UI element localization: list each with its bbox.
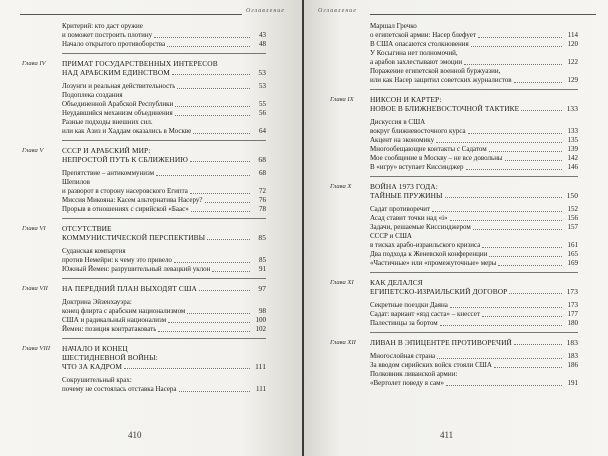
toc-entry-text: вокруг ближневосточного курса bbox=[370, 127, 466, 135]
toc-entry bbox=[62, 82, 266, 91]
dot-leader bbox=[175, 100, 250, 107]
chapter-title-line-text: НАД АРАБСКИМ ЕДИНСТВОМ bbox=[62, 68, 170, 77]
dot-leader bbox=[436, 136, 562, 143]
toc-entry-page-number: 191 bbox=[567, 379, 578, 387]
chapter-divider bbox=[62, 53, 266, 54]
chapter-title-line-text: ПРИМАТ ГОСУДАРСТВЕННЫХ ИНТЕРЕСОВ bbox=[62, 59, 218, 68]
toc-entry-text: Садат противоречит bbox=[370, 205, 431, 213]
toc-entry-text: Многообещающие контакты с Садатом bbox=[370, 145, 487, 153]
dot-leader bbox=[199, 284, 250, 291]
chapter-title-line-text: НИКСОН И КАРТЕР: bbox=[370, 95, 442, 104]
chapter-title-line bbox=[62, 233, 266, 242]
toc-entry-text: Асад ставит точки над «i» bbox=[370, 214, 448, 222]
toc-entry bbox=[62, 196, 266, 205]
chapter-title-line-text: НАЧАЛО И КОНЕЦ bbox=[62, 344, 128, 353]
toc-entry-page-number: 72 bbox=[259, 187, 266, 195]
toc-entry-page-number: 100 bbox=[255, 316, 266, 324]
toc-entry bbox=[370, 241, 578, 250]
chapter-block bbox=[22, 224, 266, 274]
toc-entry-text: в тисках арабо-израильского кризиса bbox=[370, 241, 481, 249]
chapter-label: Глава XII bbox=[330, 339, 356, 346]
toc-entry-page-number: 43 bbox=[259, 31, 266, 39]
toc-entry-page-number: 133 bbox=[567, 127, 578, 135]
toc-entry bbox=[62, 127, 266, 136]
chapter-title bbox=[62, 59, 266, 77]
chapter-title-line bbox=[62, 362, 266, 371]
dot-leader bbox=[437, 352, 562, 359]
chapter-title bbox=[62, 146, 266, 164]
dot-leader bbox=[494, 361, 562, 368]
dot-leader bbox=[514, 76, 562, 83]
toc-entry bbox=[62, 40, 266, 49]
toc-entry bbox=[62, 22, 266, 31]
toc-entry-page-number: 78 bbox=[259, 205, 266, 213]
toc-entry-page-number: 135 bbox=[567, 136, 578, 144]
toc-entry-text: «Частичные» или «промежуточные» меры bbox=[370, 259, 497, 267]
chapter-title-line-page-number: 173 bbox=[566, 287, 578, 296]
dot-leader bbox=[177, 82, 250, 89]
toc-entry bbox=[62, 247, 266, 256]
toc-entry-text: США и радикальный национализм bbox=[62, 316, 167, 324]
toc-entry-page-number: 98 bbox=[259, 307, 266, 315]
dot-leader bbox=[190, 187, 250, 194]
toc-entry bbox=[370, 259, 578, 268]
toc-entry bbox=[62, 118, 266, 127]
chapter-title-line bbox=[62, 224, 266, 233]
toc-entry bbox=[370, 301, 578, 310]
dot-leader bbox=[440, 319, 562, 326]
chapter-block bbox=[22, 344, 266, 394]
toc-entry bbox=[370, 250, 578, 259]
chapter-title-line-text: ШЕСТИДНЕВНОЙ ВОЙНЫ: bbox=[62, 353, 158, 362]
chapter-title-line-page-number: 183 bbox=[566, 338, 578, 347]
dot-leader bbox=[168, 316, 250, 323]
toc-entry-text: и разворот в сторону насеровского Египта bbox=[62, 187, 188, 195]
toc-entry-text: или как Азиз и Хаддам оказались в Москве bbox=[62, 127, 192, 135]
toc-entry-text: Два подхода к Женевской конференции bbox=[370, 250, 488, 258]
running-head-rule bbox=[370, 14, 596, 15]
toc-entry-text: а арабов захлестывают эмоции bbox=[370, 58, 463, 66]
chapter-title-line-page-number: 133 bbox=[566, 104, 578, 113]
toc-entry-page-number: 180 bbox=[567, 319, 578, 327]
toc-entry-text: Палестинцы за бортом bbox=[370, 319, 438, 327]
dot-leader bbox=[450, 214, 562, 221]
dot-leader bbox=[212, 265, 250, 272]
chapter-title bbox=[370, 338, 578, 347]
toc-entry-text: Йемен: позиция контратаковать bbox=[62, 325, 157, 333]
chapter-divider bbox=[62, 278, 266, 279]
chapter-divider bbox=[62, 140, 266, 141]
toc-entry bbox=[62, 205, 266, 214]
right-page bbox=[304, 0, 608, 456]
chapter-title-line-page-number: 53 bbox=[258, 68, 266, 77]
chapter-title-line-text: КОММУНИСТИЧЕСКОЙ ПЕРСПЕКТИВЫ bbox=[62, 233, 206, 242]
toc-entry bbox=[370, 31, 578, 40]
toc-entry-page-number: 152 bbox=[567, 205, 578, 213]
chapter-title-line-text: СССР И АРАБСКИЙ МИР: bbox=[62, 146, 151, 155]
chapter-title-line bbox=[62, 155, 266, 164]
dot-leader bbox=[154, 31, 250, 38]
toc-entry bbox=[370, 154, 578, 163]
toc-entry bbox=[370, 205, 578, 214]
toc-entry-text: Маршал Гречко bbox=[370, 22, 417, 30]
chapter-title-line-page-number: 85 bbox=[258, 233, 266, 242]
dot-leader bbox=[471, 40, 562, 47]
toc-entry-text: Доктрина Эйзенхауэра: bbox=[62, 298, 132, 306]
dot-leader bbox=[482, 241, 562, 248]
toc-entry bbox=[370, 223, 578, 232]
chapter-title bbox=[62, 284, 266, 293]
toc-entry-text: Южный Йемен: разрушительный левацкий уклон bbox=[62, 265, 211, 273]
toc-entry-page-number: 161 bbox=[567, 241, 578, 249]
dot-leader bbox=[464, 58, 562, 65]
toc-entry-text: Миссия Микояна: Касем альтернатива Насеру? bbox=[62, 196, 203, 204]
toc-entry-text: Лозунги и реальная действительность bbox=[62, 82, 176, 90]
chapter-title-line bbox=[370, 95, 578, 104]
toc-entry bbox=[62, 256, 266, 265]
chapter-block bbox=[330, 95, 578, 172]
dot-leader bbox=[514, 338, 562, 345]
chapter-title-line bbox=[370, 278, 578, 287]
chapter-title-line-text: ЛИВАН В ЭПИЦЕНТРЕ ПРОТИВОРЕЧИЙ bbox=[370, 338, 512, 347]
toc-entry-page-number: 157 bbox=[567, 223, 578, 231]
toc-entry-page-number: 186 bbox=[567, 361, 578, 369]
chapter-block bbox=[330, 278, 578, 328]
toc-entry-text: Начало открытого противоборства bbox=[62, 40, 166, 48]
toc-entry bbox=[62, 178, 266, 187]
chapter-title bbox=[370, 95, 578, 113]
dot-leader bbox=[466, 163, 562, 170]
chapter-title-line bbox=[62, 59, 266, 68]
toc-entry-text: или как Насер защитил советских журналистов bbox=[370, 76, 512, 84]
chapter-title bbox=[370, 278, 578, 296]
chapter-title-line bbox=[62, 146, 266, 155]
chapter-label: Глава VIII bbox=[22, 345, 51, 352]
chapter-label: Глава VI bbox=[22, 225, 46, 232]
toc-entry-text: Задачи, решаемые Киссинджером bbox=[370, 223, 471, 231]
chapter-title-line-page-number: 150 bbox=[566, 191, 578, 200]
toc-entry bbox=[370, 127, 578, 136]
toc-entry-page-number: 142 bbox=[567, 154, 578, 162]
toc-entry-page-number: 165 bbox=[567, 250, 578, 258]
toc-entry bbox=[62, 385, 266, 394]
dot-leader bbox=[445, 191, 562, 198]
running-head: Оглавление bbox=[246, 8, 285, 14]
chapter-title-line-text: ЧТО ЗА КАДРОМ bbox=[62, 362, 123, 371]
toc-entry-text: Подоплека создания bbox=[62, 91, 123, 99]
toc-entry bbox=[370, 22, 578, 31]
toc-entry-page-number: 53 bbox=[259, 82, 266, 90]
toc-entry-text: Неудавшийся механизм объединения bbox=[62, 109, 173, 117]
page-number-right: 411 bbox=[440, 430, 454, 440]
toc-entry-page-number: 64 bbox=[259, 127, 266, 135]
dot-leader bbox=[193, 127, 250, 134]
left-page bbox=[0, 0, 302, 456]
dot-leader bbox=[156, 169, 250, 176]
toc-entry bbox=[370, 145, 578, 154]
toc-entry bbox=[370, 379, 578, 388]
chapter-divider bbox=[370, 176, 578, 177]
toc-entry-page-number: 120 bbox=[567, 40, 578, 48]
toc-entry bbox=[370, 58, 578, 67]
toc-entry-page-number: 169 bbox=[567, 259, 578, 267]
dot-leader bbox=[473, 223, 562, 230]
toc-entry bbox=[370, 214, 578, 223]
toc-entry bbox=[62, 100, 266, 109]
toc-entry-page-number: 85 bbox=[259, 256, 266, 264]
chapter-block bbox=[22, 284, 266, 334]
dot-leader bbox=[172, 68, 250, 75]
dot-leader bbox=[207, 233, 250, 240]
chapter-title-line-text: НА ПЕРЕДНИЙ ПЛАН ВЫХОДЯТ США bbox=[62, 284, 197, 293]
dot-leader bbox=[205, 196, 251, 203]
chapter-title-line-text: ТАЙНЫЕ ПРУЖИНЫ bbox=[370, 191, 443, 200]
toc-entry bbox=[370, 40, 578, 49]
chapter-divider bbox=[370, 272, 578, 273]
toc-entry-text: Разные подходы внешних сил. bbox=[62, 118, 153, 126]
dot-leader bbox=[124, 362, 250, 369]
chapter-title-line-text: КАК ДЕЛАЛСЯ bbox=[370, 278, 423, 287]
toc-entry bbox=[62, 91, 266, 100]
dot-leader bbox=[505, 154, 562, 161]
toc-entry-page-number: 114 bbox=[567, 31, 578, 39]
dot-leader bbox=[158, 325, 250, 332]
page-number-left: 410 bbox=[128, 430, 142, 440]
dot-leader bbox=[446, 379, 562, 386]
chapter-label: Глава X bbox=[330, 183, 352, 190]
chapter-title-line bbox=[370, 182, 578, 191]
toc-entry bbox=[370, 361, 578, 370]
toc-entry bbox=[370, 67, 578, 76]
dot-leader bbox=[191, 205, 250, 212]
chapter-title-line-text: ОТСУТСТВИЕ bbox=[62, 224, 112, 233]
toc-entry-text: «Вертолет поведу я сам» bbox=[370, 379, 445, 387]
chapter-title-line-text: ЕГИПЕТСКО-ИЗРАИЛЬСКИЙ ДОГОВОР bbox=[370, 287, 508, 296]
toc-entry-text: Объединенной Арабской Республики bbox=[62, 100, 174, 108]
toc-entry bbox=[62, 169, 266, 178]
table-of-contents-right bbox=[330, 22, 578, 388]
dot-leader bbox=[509, 287, 562, 294]
toc-entry bbox=[370, 319, 578, 328]
toc-entry-page-number: 56 bbox=[259, 109, 266, 117]
chapter-block bbox=[330, 338, 578, 388]
chapter-title-line bbox=[62, 68, 266, 77]
toc-entry-text: Сокрушительный крах: bbox=[62, 376, 132, 384]
toc-entry bbox=[62, 265, 266, 274]
dot-leader bbox=[167, 40, 250, 47]
dot-leader bbox=[174, 256, 250, 263]
toc-entry bbox=[370, 370, 578, 379]
toc-entry-text: В «игру» вступает Киссинджер bbox=[370, 163, 464, 171]
toc-entry-page-number: 139 bbox=[567, 145, 578, 153]
dot-leader bbox=[478, 31, 562, 38]
toc-entry-text: Секретные поездки Даяна bbox=[370, 301, 448, 309]
dot-leader bbox=[450, 301, 562, 308]
dot-leader bbox=[179, 385, 250, 392]
chapter-title-line bbox=[370, 338, 578, 347]
toc-entry-page-number: 68 bbox=[259, 169, 266, 177]
chapter-title-line-text: НЕПРОСТОЙ ПУТЬ К СБЛИЖЕНИЮ bbox=[62, 155, 188, 164]
running-head-rule bbox=[20, 14, 242, 15]
toc-entry-page-number: 156 bbox=[567, 214, 578, 222]
chapter-title-line bbox=[62, 284, 266, 293]
toc-entry-page-number: 129 bbox=[567, 76, 578, 84]
dot-leader bbox=[489, 250, 562, 257]
chapter-title-line bbox=[370, 191, 578, 200]
toc-entry-text: Поражение египетской военной буржуазии, bbox=[370, 67, 501, 75]
toc-entry-text: Акцент на экономику bbox=[370, 136, 435, 144]
chapter-title-line bbox=[62, 344, 266, 353]
toc-entry-page-number: 173 bbox=[567, 301, 578, 309]
toc-entry-page-number: 146 bbox=[567, 163, 578, 171]
toc-entry-page-number: 111 bbox=[256, 385, 266, 393]
chapter-title-line bbox=[62, 353, 266, 362]
toc-entry-page-number: 76 bbox=[259, 196, 266, 204]
chapter-title bbox=[62, 224, 266, 242]
chapter-label: Глава XI bbox=[330, 279, 354, 286]
toc-entry-text: Мое сообщение в Москву – не все довольны bbox=[370, 154, 503, 162]
toc-entry-text: Шепилов bbox=[62, 178, 90, 186]
toc-entry-text: Садат: вариант «язд сaста» – кнессет bbox=[370, 310, 480, 318]
dot-leader bbox=[175, 109, 250, 116]
toc-entry-text: Препятствие – антикоммунизм bbox=[62, 169, 155, 177]
toc-entry-page-number: 177 bbox=[567, 310, 578, 318]
chapter-label: Глава IX bbox=[330, 96, 354, 103]
dot-leader bbox=[521, 104, 562, 111]
toc-entry-text: конец флирта с арабским национализмом bbox=[62, 307, 186, 315]
toc-entry-page-number: 48 bbox=[259, 40, 266, 48]
toc-entry-text: Дискуссия в США bbox=[370, 118, 426, 126]
chapter-title-line-text: НОВОЕ В БЛИЖНЕВОСТОЧНОЙ ТАКТИКЕ bbox=[370, 104, 520, 113]
chapter-divider bbox=[62, 338, 266, 339]
toc-entry bbox=[62, 307, 266, 316]
chapter-divider bbox=[370, 332, 578, 333]
chapter-divider bbox=[370, 89, 578, 90]
dot-leader bbox=[432, 205, 562, 212]
chapter-block bbox=[22, 59, 266, 136]
dot-leader bbox=[482, 310, 562, 317]
toc-entry-text: СССР и США bbox=[370, 232, 412, 240]
toc-entry-text: почему не состоялась отставка Насера bbox=[62, 385, 177, 393]
chapter-divider bbox=[62, 218, 266, 219]
toc-entry bbox=[62, 325, 266, 334]
toc-entry bbox=[370, 352, 578, 361]
chapter-block bbox=[22, 146, 266, 214]
chapter-title-line bbox=[370, 287, 578, 296]
chapter-label: Глава V bbox=[22, 147, 44, 154]
toc-entry bbox=[370, 49, 578, 58]
toc-entry-text: и поможет построить плотину bbox=[62, 31, 153, 39]
toc-entry bbox=[370, 310, 578, 319]
toc-entry bbox=[370, 232, 578, 241]
chapter-title-line-text: ВОЙНА 1973 ГОДА: bbox=[370, 182, 438, 191]
table-of-contents-left bbox=[22, 22, 266, 394]
chapter-block bbox=[330, 182, 578, 268]
toc-entry-page-number: 122 bbox=[567, 58, 578, 66]
toc-entry bbox=[62, 109, 266, 118]
toc-entry bbox=[62, 298, 266, 307]
chapter-title bbox=[370, 182, 578, 200]
chapter-title bbox=[62, 344, 266, 371]
toc-entry bbox=[62, 376, 266, 385]
toc-entry bbox=[370, 118, 578, 127]
chapter-title-line bbox=[370, 104, 578, 113]
chapter-label: Глава IV bbox=[22, 60, 46, 67]
toc-entry-text: Прорыв в отношениях с сирийской «Баас» bbox=[62, 205, 189, 213]
toc-entry-page-number: 55 bbox=[259, 100, 266, 108]
toc-entry-text: Полковник ливанской армии: bbox=[370, 370, 458, 378]
running-head: Оглавление bbox=[318, 8, 357, 14]
toc-entry-text: В США опасаются столкновения bbox=[370, 40, 469, 48]
toc-entry bbox=[370, 163, 578, 172]
toc-entry-text: о египетской армии: Насер блефует bbox=[370, 31, 476, 39]
toc-entry bbox=[62, 187, 266, 196]
toc-entry-text: против Немейри: к чему это привело bbox=[62, 256, 172, 264]
toc-entry-page-number: 91 bbox=[259, 265, 266, 273]
toc-entry bbox=[62, 31, 266, 40]
toc-entry bbox=[370, 136, 578, 145]
toc-entry-text: У Косыгина нет полномочий, bbox=[370, 49, 458, 57]
dot-leader bbox=[468, 127, 562, 134]
chapter-label: Глава VII bbox=[22, 285, 48, 292]
toc-entry-page-number: 102 bbox=[255, 325, 266, 333]
toc-entry-text: Суданская компартия bbox=[62, 247, 126, 255]
toc-entry-text: За вводом сирийских войск стояли США bbox=[370, 361, 492, 369]
toc-entry-text: Критерий: кто даст оружие bbox=[62, 22, 143, 30]
chapter-title-line-page-number: 111 bbox=[255, 362, 266, 371]
dot-leader bbox=[498, 259, 562, 266]
toc-entry-page-number: 183 bbox=[567, 352, 578, 360]
chapter-title-line-page-number: 97 bbox=[258, 284, 266, 293]
toc-entry bbox=[370, 76, 578, 85]
dot-leader bbox=[187, 307, 250, 314]
dot-leader bbox=[489, 145, 562, 152]
chapter-title-line-page-number: 68 bbox=[258, 155, 266, 164]
toc-entry bbox=[62, 316, 266, 325]
dot-leader bbox=[190, 155, 250, 162]
toc-entry-text: Многослойная страна bbox=[370, 352, 436, 360]
